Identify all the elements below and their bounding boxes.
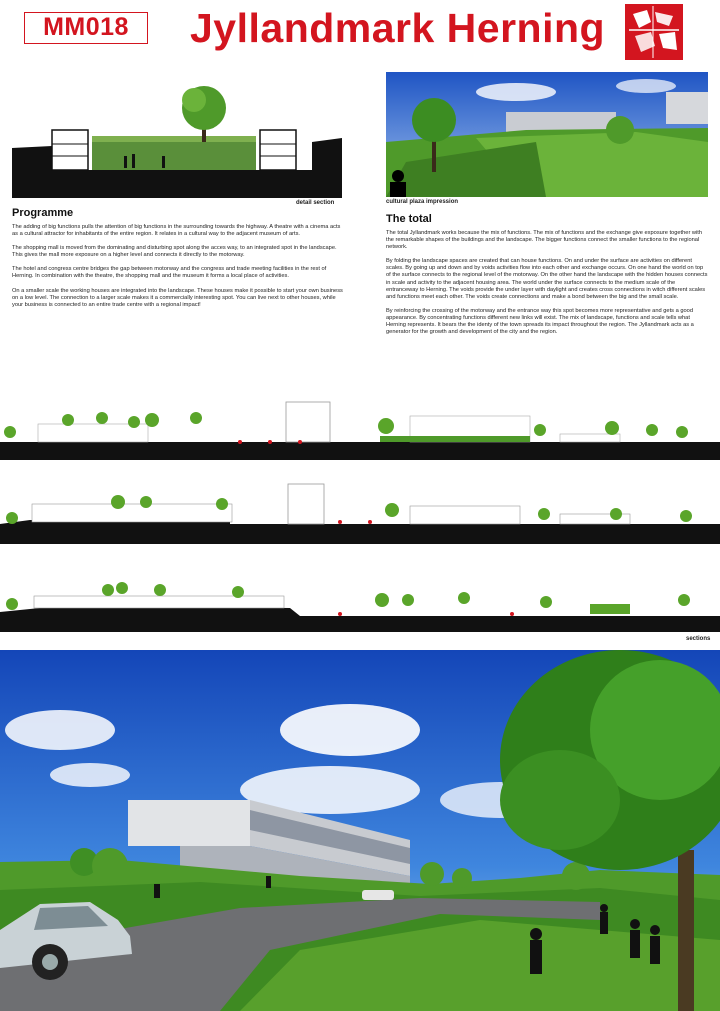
site-section-3 <box>0 566 720 632</box>
site-section-2 <box>0 480 720 544</box>
total-text <box>386 230 708 343</box>
project-code: MM018 <box>24 12 148 44</box>
plaza-impression-caption: cultural plaza impression <box>386 199 459 205</box>
sections-caption: sections <box>686 636 711 642</box>
site-section-1 <box>0 396 720 460</box>
page-title <box>190 5 605 52</box>
plaza-impression-render <box>386 72 708 197</box>
total-paragraph: By reinforcing the crossing of the motorway and the entrance way this spot becomes more representative and gets a good appearance. By concentrating functions different new links will exist. The mix of landscape, functions and scale tells what Herning represents. It bears the the identy of the town spreads its impact throughout the region. The Jyllandmark acts as a generator for the growth and development of the city and the region. <box>386 307 694 336</box>
programme-heading: Programme <box>12 207 74 219</box>
programme-paragraph: The shopping mall is moved from the dominating and disturbing spot along the acces way, to an integrated spot in the landscape. This gives the mall more exposure on a higher level and connects it directly to the motorway. <box>12 245 337 259</box>
detail-section-caption: detail section <box>296 200 335 206</box>
total-paragraph: By folding the landscape spaces are created that can house functions. On and under the surface are activities on different scales. By going up and down and by voids activities flow into each other and exchange occurs. On one hand the world on top of the surface connects to the regional level of the motorway. On the other hand the landscape with the hidden houses connects in scale and activity to the adjacent housing area. The world under the surface connects to the medium scale of the entranceway to Herning. The voids provide the under layer with daylight and creates cross connections in witch different scales and functions meet each other. The voids create connections and make a bond between the big and the small scale. <box>386 258 708 300</box>
main-perspective-render <box>0 650 720 1011</box>
total-heading: The total <box>386 213 432 225</box>
page-title-text: Jyllandmark Herning <box>190 5 606 51</box>
detail-section-drawing <box>12 78 342 198</box>
total-paragraph: The total Jyllandmark works because the mix of functions. The mix of functions and the exchange give exposure together with the remarkable shapes of the buildings and the landscape. The bigger functions connect the smaller functions to the regional network. <box>386 230 703 251</box>
programme-paragraph: The adding of big functions pulls the attention of big functions in the surrounding towards the highway. A theatre with a cinema acts as a cultural attractor for inhabitants of the entire region. It relates in a cultural way to the adjacent museum of arts. <box>12 224 341 238</box>
programme-paragraph: On a smaller scale the working houses are integrated into the landscape. These houses make it possible to start your own business on a low level. The connection to a larger scale makes it a commercially interesting spot. You can live next to other houses, while your business is connected to an entire trade centre with a regional impact! <box>12 287 343 308</box>
programme-text <box>12 224 344 316</box>
project-logo <box>625 4 683 60</box>
programme-paragraph: The hotel and congress centre bridges the gap between motorway and the congress and trade meeting facilities in the rest of Herning. In combination with the theatre, the shopping mall and the museum it forms a local place of activities. <box>12 266 327 280</box>
